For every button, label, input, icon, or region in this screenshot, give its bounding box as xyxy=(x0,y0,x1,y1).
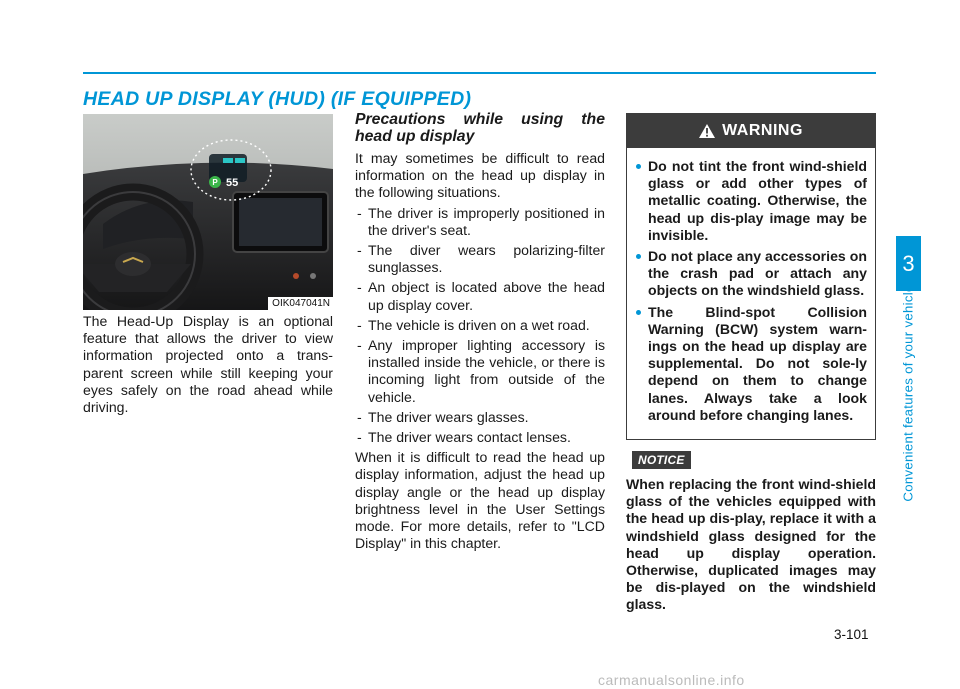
list-item: - The diver wears polarizing-filter sunglasses. xyxy=(355,242,605,276)
warning-triangle-icon xyxy=(699,124,715,138)
warning-list xyxy=(627,148,875,424)
hud-photo xyxy=(83,114,333,310)
page-number: 3-101 xyxy=(834,627,869,642)
notice-badge: NOTICE xyxy=(632,451,691,469)
intro-text: The Head-Up Display is an optional feature that allows the driver to view information projected onto a trans-parent screen while still keeping your eyes safely on the road ahead while driving. xyxy=(83,313,333,416)
list-item: - The driver wears contact lenses. xyxy=(355,429,605,446)
warning-title: WARNING xyxy=(722,122,803,139)
watermark: carmanualsonline.info xyxy=(598,672,745,688)
precautions-section xyxy=(355,111,605,555)
warning-header xyxy=(627,114,875,148)
chapter-label: Convenient features of your vehicle xyxy=(900,284,916,502)
hud-illustration xyxy=(83,114,333,310)
photo-code: OIK047041N xyxy=(268,297,333,310)
notice-text: When replacing the front wind-shield glass of the vehicles equipped with the head up dis-play, replace it with a windshield glass designed for the head up display operation. Otherwise, duplicated images may be dis-played on the windshield glass. xyxy=(626,476,876,613)
list-item: - An object is located above the head up display cover. xyxy=(355,279,605,313)
list-item: - Any improper lighting accessory is installed inside the vehicle, or there is incoming light from outside of the vehicle. xyxy=(355,337,605,406)
top-rule xyxy=(83,72,876,74)
warning-box xyxy=(626,113,876,440)
list-item: - The vehicle is driven on a wet road. xyxy=(355,317,605,334)
precautions-intro: It may sometimes be difficult to read information on the head up display in the following situations. xyxy=(355,150,605,201)
precautions-list xyxy=(355,205,605,447)
list-item: - The driver wears glasses. xyxy=(355,409,605,426)
precautions-closing: When it is difficult to read the head up display information, adjust the head up display angle or the head up display brightness level in the User Settings mode. For more details, refer to "LCD Display" in this chapter. xyxy=(355,449,605,552)
hud-speed-text: 55 xyxy=(226,177,239,189)
warning-item: Do not place any accessories on the crash pad or attach any objects on the windshield glass. xyxy=(635,248,867,300)
hud-gear-text: P xyxy=(212,178,218,187)
chapter-number-tab: 3 xyxy=(896,236,921,291)
warning-item: The Blind-spot Collision Warning (BCW) system warn-ings on the head up display are supplemental. Do not sole-ly depend on them to change lanes. Always take a look around before changing lanes. xyxy=(635,304,867,424)
list-item: - The driver is improperly positioned in the driver's seat. xyxy=(355,205,605,239)
precautions-title: Precautions while using the head up display xyxy=(355,111,605,145)
section-title: HEAD UP DISPLAY (HUD) (IF EQUIPPED) xyxy=(83,88,472,110)
warning-item: Do not tint the front wind-shield glass or add other types of metallic coating. Otherwise, the head up dis-play image may be invisible. xyxy=(635,158,867,244)
